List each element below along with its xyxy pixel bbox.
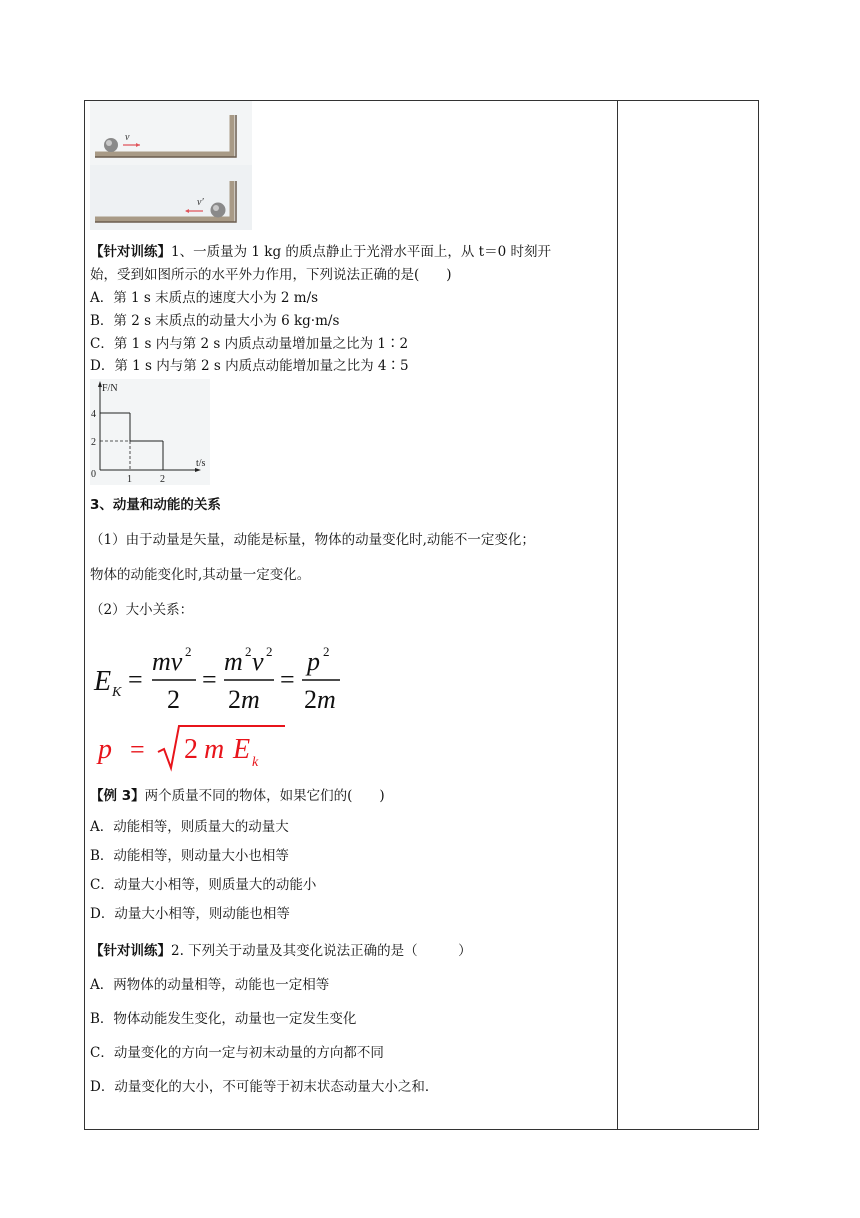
kinetic-energy-formula xyxy=(92,640,352,720)
graph-x2: 2 xyxy=(160,474,165,485)
svg-text:2: 2 xyxy=(167,685,180,714)
svg-text:2: 2 xyxy=(266,644,273,659)
velocity-label: v xyxy=(125,132,130,143)
graph-y2: 2 xyxy=(91,437,96,448)
svg-text:2: 2 xyxy=(185,644,192,659)
svg-text:=: = xyxy=(202,665,217,694)
svg-text:=: = xyxy=(128,665,143,694)
svg-text:m: m xyxy=(204,734,225,765)
momentum-formula xyxy=(92,722,292,774)
section3-p1-line1: （1）由于动量是矢量，动能是标量，物体的动量变化时,动能不一定变化； xyxy=(90,532,535,548)
svg-text:2: 2 xyxy=(184,734,198,765)
graph-x1: 1 xyxy=(127,474,132,485)
velocity-prime-label: v′ xyxy=(197,197,204,208)
svg-text:K: K xyxy=(112,685,122,700)
svg-text:mv: mv xyxy=(152,647,183,676)
svg-text:=: = xyxy=(130,735,145,764)
section3-p1-line2: 物体的动能变化时,其动量一定变化。 xyxy=(90,567,311,583)
graph-ylabel: F/N xyxy=(102,383,118,394)
training1-line1: 【针对训练】1、一质量为 1 kg 的质点静止于光滑水平面上，从 t＝0 时刻开 xyxy=(90,244,551,260)
svg-text:E: E xyxy=(94,666,112,697)
graph-xlabel: t/s xyxy=(196,458,206,469)
example3-option-b: B．动能相等，则动量大小也相等 xyxy=(90,848,289,864)
training1-line2: 始，受到如图所示的水平外力作用，下列说法正确的是( ) xyxy=(90,267,452,283)
svg-text:2: 2 xyxy=(245,644,252,659)
training2-option-b: B．物体动能发生变化，动量也一定发生变化 xyxy=(90,1011,357,1027)
svg-text:E: E xyxy=(233,734,251,765)
training1-option-b: B．第 2 s 末质点的动量大小为 6 kg·m/s xyxy=(90,313,340,329)
svg-text:2: 2 xyxy=(228,685,241,714)
svg-text:2: 2 xyxy=(323,644,330,659)
training1-option-d: D．第 1 s 内与第 2 s 内质点动能增加量之比为 4∶5 xyxy=(90,358,409,374)
graph-y0: 0 xyxy=(91,469,96,480)
svg-text:2: 2 xyxy=(304,685,317,714)
svg-text:=: = xyxy=(280,665,295,694)
svg-text:m: m xyxy=(224,647,243,676)
svg-text:p: p xyxy=(98,734,112,765)
example3-option-d: D．动量大小相等，则动能也相等 xyxy=(90,906,290,922)
svg-text:p: p xyxy=(307,647,320,676)
training1-option-a: A．第 1 s 末质点的速度大小为 2 m/s xyxy=(90,290,319,306)
svg-text:m: m xyxy=(317,685,336,714)
training2-option-c: C．动量变化的方向一定与初末动量的方向都不同 xyxy=(90,1045,384,1061)
example3-option-c: C．动量大小相等，则质量大的动能小 xyxy=(90,877,317,893)
ball-wall-figure xyxy=(90,101,252,230)
force-time-graph xyxy=(90,379,210,485)
example3-stem: 【例 3】两个质量不同的物体，如果它们的( ) xyxy=(90,788,385,804)
training2-option-d: D．动量变化的大小，不可能等于初末状态动量大小之和． xyxy=(90,1079,439,1095)
training2-stem: 【针对训练】2. 下列关于动量及其变化说法正确的是（ ） xyxy=(90,943,472,959)
svg-text:v: v xyxy=(252,647,264,676)
section3-heading: 3、动量和动能的关系 xyxy=(90,497,221,513)
training1-option-c: C．第 1 s 内与第 2 s 内质点动量增加量之比为 1∶2 xyxy=(90,336,409,352)
svg-text:k: k xyxy=(252,755,259,770)
graph-y4: 4 xyxy=(91,409,96,420)
training2-option-a: A．两物体的动量相等，动能也一定相等 xyxy=(90,977,330,993)
svg-text:m: m xyxy=(241,685,260,714)
example3-option-a: A．动能相等，则质量大的动量大 xyxy=(90,819,289,835)
section3-p2: （2）大小关系： xyxy=(90,602,194,618)
column-divider xyxy=(617,100,618,1130)
